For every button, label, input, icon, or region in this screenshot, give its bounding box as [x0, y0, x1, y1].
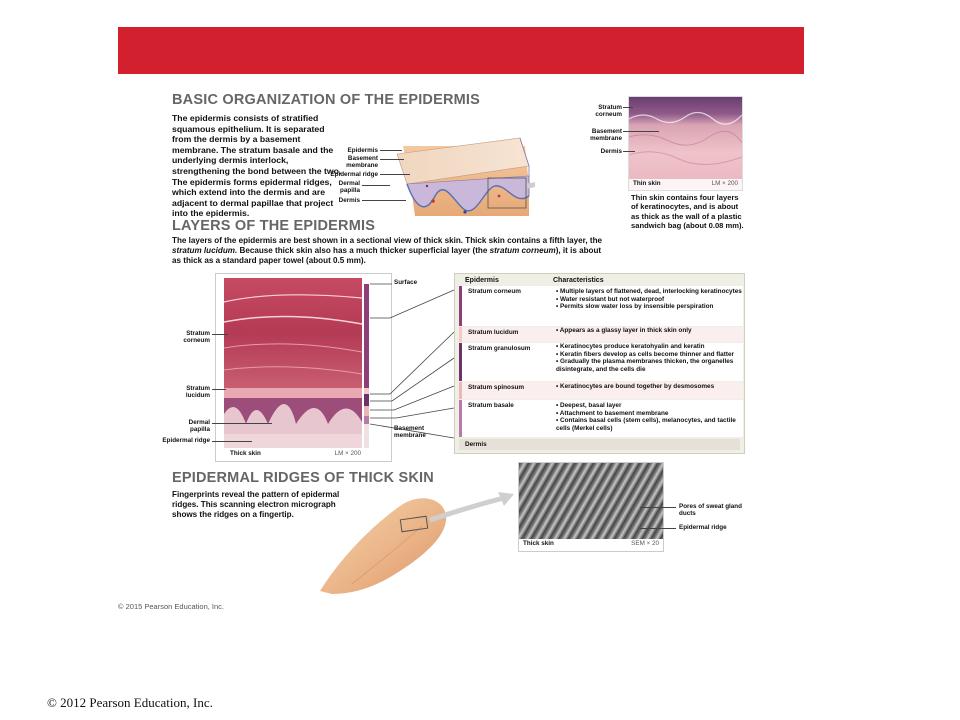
figure-copyright: © 2015 Pearson Education, Inc.: [118, 602, 225, 611]
table-row-stratum-basale: [459, 400, 743, 437]
epidermis-layers-table: [454, 273, 745, 454]
header-banner: [118, 27, 804, 74]
table-row-stratum-spinosum: [459, 382, 743, 399]
table-footer-dermis: [459, 439, 740, 450]
thin-skin-magnification: LM × 200: [711, 180, 738, 187]
table-cell-layer: Stratum spinosum: [468, 384, 525, 391]
thin-skin-description: Thin skin contains four layers of keratinocytes, and is about as thick as the wall of a plastic sandwich bag (about 0.08 mm).: [631, 193, 744, 231]
table-cell-characteristics: • Keratinocytes produce keratohyalin and keratin • Keratin fibers develop as cells become thinner and flatter • Gradually the plasma membranes thicken, the organelles disintegrate, and the cells die: [556, 343, 735, 373]
table-header-characteristics: Characteristics: [553, 277, 604, 284]
label-thick-basement-membrane: Basement membrane: [394, 425, 426, 440]
fingertip-illustration: [312, 486, 522, 596]
thin-skin-micrograph: [628, 96, 743, 191]
label-thin-basement-membrane: Basement membrane: [590, 128, 622, 143]
leader-line: [380, 174, 410, 175]
table-cell-characteristics: • Keratinocytes are bound together by desmosomes: [556, 383, 715, 390]
leader-line: [623, 131, 659, 132]
section-title-basic-organization: BASIC ORGANIZATION OF THE EPIDERMIS: [172, 92, 481, 108]
leader-line: [212, 441, 252, 442]
table-header: [459, 276, 740, 285]
section1-body: The epidermis consists of stratified squamous epithelium. It is separated from the dermis by a basement membrane. The stratum basale and the underlying dermis interlock, strengthening the bond between the two. The epidermis forms epidermal ridges, which extend into the dermis and are adjacent to dermal papillae that project into the epidermis.: [172, 113, 342, 219]
leader-line: [623, 151, 635, 152]
label-basement-membrane: Basement membrane: [346, 155, 378, 170]
leader-line: [380, 150, 402, 151]
table-header-epidermis: Epidermis: [465, 277, 499, 284]
section2-body: The layers of the epidermis are best shown in a sectional view of thick skin. Thick skin contains a fifth layer, the stratum lucidum. Because thick skin also has a much thicker superficial layer (the stratum corneum), it is about as thick as a standard paper towel (about 0.5 mm).: [172, 236, 603, 265]
leader-line: [212, 334, 228, 335]
sem-caption: Thick skin: [523, 540, 554, 547]
label-stratum-lucidum: Stratum lucidum: [185, 385, 210, 400]
section-title-epidermal-ridges: EPIDERMAL RIDGES OF THICK SKIN: [172, 470, 434, 486]
table-row-stratum-corneum: [459, 286, 743, 326]
slide-copyright: © 2012 Pearson Education, Inc.: [47, 695, 213, 710]
table-cell-characteristics: • Appears as a glassy layer in thick skin only: [556, 327, 692, 334]
table-cell-characteristics: • Deepest, basal layer • Attachment to basement membrane • Contains basal cells (stem cells), melanocytes, and tactile cells (Merkel cells): [556, 402, 736, 432]
table-cell-layer: Stratum lucidum: [468, 329, 519, 336]
section-title-layers: LAYERS OF THE EPIDERMIS: [172, 218, 376, 234]
label-dermis: Dermis: [338, 197, 360, 204]
label-epidermis: Epidermis: [347, 147, 378, 154]
leader-line: [212, 389, 226, 390]
leader-line: [640, 528, 676, 529]
thick-skin-micrograph: [215, 273, 392, 462]
section3-body: Fingerprints reveal the pattern of epidermal ridges. This scanning electron micrograph shows the ridges on a fingertip.: [172, 490, 340, 519]
leader-line: [623, 107, 633, 108]
layer-connector-lines: [370, 278, 460, 448]
thick-skin-magnification: LM × 200: [334, 450, 361, 457]
leader-line: [362, 200, 406, 201]
table-cell-characteristics: • Multiple layers of flattened, dead, interlocking keratinocytes • Water resistant but not waterproof • Permits slow water loss by insensible perspiration: [556, 288, 742, 311]
label-sweat-pores: Pores of sweat gland ducts: [679, 503, 742, 518]
label-thick-stratum-corneum: Stratum corneum: [183, 330, 210, 345]
leader-line: [380, 159, 404, 160]
table-row-stratum-granulosum: [459, 343, 743, 381]
label-epidermal-ridge: Epidermal ridge: [330, 171, 378, 178]
leader-line: [362, 185, 390, 186]
label-thin-dermis: Dermis: [600, 148, 622, 155]
label-thick-epidermal-ridge: Epidermal ridge: [162, 437, 210, 444]
sem-magnification: SEM × 20: [631, 540, 659, 547]
leader-line: [212, 423, 272, 424]
leader-line: [640, 507, 676, 508]
table-cell-layer: Stratum corneum: [468, 288, 521, 295]
label-dermal-papilla: Dermal papilla: [338, 180, 360, 195]
table-cell-layer: Stratum granulosum: [468, 345, 531, 352]
thick-skin-caption: Thick skin: [230, 450, 261, 457]
label-surface: Surface: [394, 279, 418, 286]
table-cell-dermis: Dermis: [465, 441, 487, 448]
label-sem-epidermal-ridge: Epidermal ridge: [679, 524, 727, 531]
table-row-stratum-lucidum: [459, 327, 743, 342]
label-thick-dermal-papilla: Dermal papilla: [188, 419, 210, 434]
label-thin-stratum-corneum: Stratum corneum: [595, 104, 622, 119]
table-cell-layer: Stratum basale: [468, 402, 514, 409]
thin-skin-caption: Thin skin: [633, 180, 661, 187]
